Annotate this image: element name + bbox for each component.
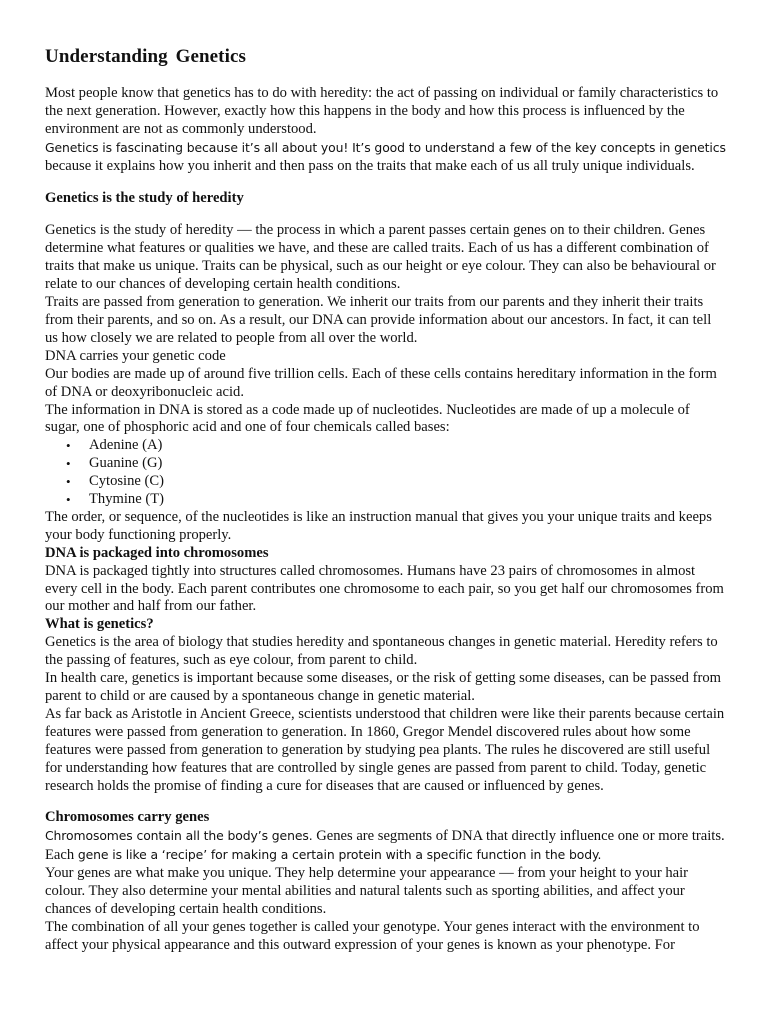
- document-body: [45, 44, 727, 955]
- genes-sans-text-2: gene is like a ‘recipe’ for making a certain protein with a specific function in the body.: [77, 847, 602, 863]
- genes-paragraph-2: Your genes are what make you unique. They help determine your appearance — from your height to your hair colour. They also determine your mental abilities and natural talents such as sporting abilities, and affect your chances of developing certain health conditions.: [45, 865, 689, 917]
- heading-dna-chromosomes: DNA is packaged into chromosomes: [45, 544, 269, 561]
- list-item: • Thymine (T): [89, 491, 727, 509]
- intro-paragraph-2: [45, 139, 727, 176]
- what-paragraph-1: Genetics is the area of biology that studies heredity and spontaneous changes in genetic material. Heredity refers to the passing of features, such as eye colour, from parent to child.: [45, 634, 718, 669]
- chromosomes-paragraph-1: DNA is packaged tightly into structures called chromosomes. Humans have 23 pairs of chromosomes in almost every cell in the body. Each parent contributes one chromosome to each pair, so you get half our chromosomes from our mother and half from our father.: [45, 562, 724, 615]
- study-paragraph-6: The order, or sequence, of the nucleotides is like an instruction manual that gives you your unique traits and keeps your body functioning properly.: [45, 508, 712, 543]
- study-paragraph-2: Traits are passed from generation to generation. We inherit our traits from our parents and they inherit their traits from their parents, and so on. As a result, our DNA can provide information about our ancestors. In fact, it can tell us how closely we are related to people from all over the world.: [45, 294, 712, 346]
- intro-sans-text: Genetics is fascinating because it’s all about you! It’s good to understand a few of the key concepts in genetics: [45, 139, 726, 155]
- intro-paragraph-1: Most people know that genetics has to do with heredity: the act of passing on individual or family characteristics to the next generation. However, exactly how this happens in the body and how this process is influenced by the environment are not as commonly understood.: [45, 85, 719, 137]
- bases-list: [45, 437, 727, 509]
- genes-paragraph-3: The combination of all your genes together is called your genotype. Your genes interact with the environment to affect your physical appearance and this outward expression of your genes is known as your phenotype. For: [45, 918, 700, 953]
- list-item: • Guanine (G): [89, 455, 727, 473]
- page-title: Understanding Genetics: [45, 46, 247, 67]
- list-item: • Cytosine (C): [89, 473, 727, 491]
- genes-serif-text: Genes are segments of DNA that directly influence one or more traits. Each: [45, 828, 725, 864]
- list-item: • Adenine (A): [89, 437, 727, 455]
- heading-what-is-genetics: What is genetics?: [45, 616, 154, 633]
- study-paragraph-1: Genetics is the study of heredity — the process in which a parent passes certain genes on to their children. Genes determine what features or qualities we have, and these are called traits. Each of us has a different combination of traits that make us unique. Traits can be physical, such as our height or eye colour. They can also be behavioural or relate to our chances of developing certain health conditions.: [45, 222, 716, 293]
- study-paragraph-4: Our bodies are made up of around five trillion cells. Each of these cells contains hereditary information in the form of DNA or deoxyribonucleic acid.: [45, 365, 717, 400]
- heading-chromosomes-carry-genes: Chromosomes carry genes: [45, 809, 210, 826]
- intro-serif-text: because it explains how you inherit and then pass on the traits that make each of us all truly unique individuals.: [45, 157, 695, 174]
- genes-sans-text: Chromosomes contain all the body’s genes.: [45, 828, 313, 844]
- study-paragraph-5: The information in DNA is stored as a code made up of nucleotides. Nucleotides are made of up a molecule of sugar, one of phosphoric acid and one of four chemicals called bases:: [45, 401, 690, 436]
- genes-paragraph-1: [45, 827, 727, 865]
- what-paragraph-2: In health care, genetics is important because some diseases, or the risk of getting some diseases, can be passed from parent to child or are caused by a spontaneous change in genetic material.: [45, 670, 721, 704]
- dna-genetic-code-line: DNA carries your genetic code: [45, 347, 226, 364]
- heading-study-of-heredity: Genetics is the study of heredity: [45, 189, 244, 206]
- what-paragraph-3: As far back as Aristotle in Ancient Greece, scientists understood that children were like their parents because certain features were passed from generation to generation. In 1860, Gregor Mendel discovered rules about how some features were passed from generation to generation by studying pea plants. The rules he discovered are still useful for understanding how features that are controlled by single genes are passed from parent to child. Today, genetic research holds the promise of finding a cure for diseases that are caused or influenced by genes.: [45, 705, 725, 794]
